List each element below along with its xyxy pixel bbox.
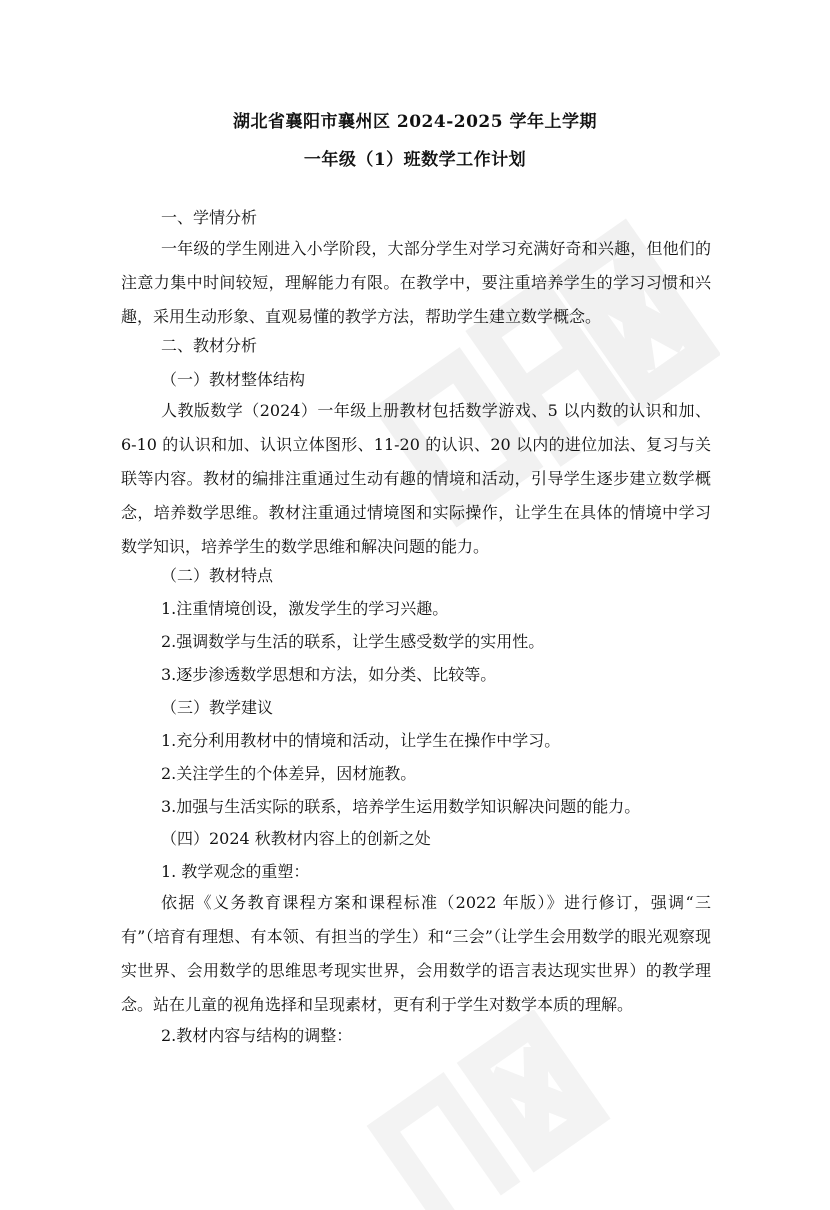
watermark-logo-bottom (330, 1010, 630, 1210)
subsection-heading-structure: （一）教材整体结构 (161, 370, 306, 389)
document-subtitle: 一年级（1）班数学工作计划 (303, 150, 527, 170)
list-item-heading: 1. 教学观念的重塑： (161, 862, 310, 881)
subsection-heading-suggestions: （三）教学建议 (161, 698, 274, 717)
document-title: 湖北省襄阳市襄州区 2024-2025 学年上学期 (232, 112, 598, 132)
list-item: 2.关注学生的个体差异，因材施教。 (161, 764, 417, 783)
list-item: 1.注重情境创设，激发学生的学习兴趣。 (161, 599, 449, 618)
subsection-heading-features: （二）教材特点 (161, 566, 274, 585)
list-item: 3.加强与生活实际的联系，培养学生运用数学知识解决问题的能力。 (161, 797, 641, 816)
list-item: 2.强调数学与生活的联系，让学生感受数学的实用性。 (161, 632, 545, 651)
section-heading-learning-analysis: 一、学情分析 (161, 208, 258, 227)
list-item: 1.充分利用教材中的情境和活动，让学生在操作中学习。 (161, 731, 561, 750)
list-item: 3.逐步渗透数学思想和方法，如分类、比较等。 (161, 665, 497, 684)
paragraph-learning-analysis: 一年级的学生刚进入小学阶段，大部分学生对学习充满好奇和兴趣，但他们的注意力集中时间较短，理解能力有限。在教学中，要注重培养学生的学习习惯和兴趣，采用生动形象、直观易懂的教学方法，帮助学生建立数学概念。 (121, 239, 711, 326)
list-item-heading: 2.教材内容与结构的调整： (161, 1026, 353, 1045)
paragraph-textbook-structure: 人教版数学（2024）一年级上册教材包括数学游戏、5 以内数的认识和加、6-10 的认识和加、认识立体图形、11-20 的认识、20 以内的进位加法、复习与关联等内容。教材的编排注重通过生动有趣的情境和活动，引导学生逐步建立数学概念，培养数学思维。教材注重通过情境图和实际操作，让学生在具体的情境中学习数学知识，培养学生的数学思维和解决问题的能力。 (121, 401, 711, 556)
paragraph-teaching-concept: 依据《义务教育课程方案和课程标准（2022 年版）》进行修订，强调“三有”（培育有理想、有本领、有担当的学生）和“三会”（让学生会用数学的眼光观察现实世界、会用数学的思维思考现实世界，会用数学的语言表达现实世界）的教学理念。站在儿童的视角选择和呈现素材，更有利于学生对数学本质的理解。 (121, 893, 711, 1014)
subsection-heading-innovations: （四）2024 秋教材内容上的创新之处 (161, 829, 431, 848)
section-heading-textbook-analysis: 二、教材分析 (161, 336, 258, 355)
